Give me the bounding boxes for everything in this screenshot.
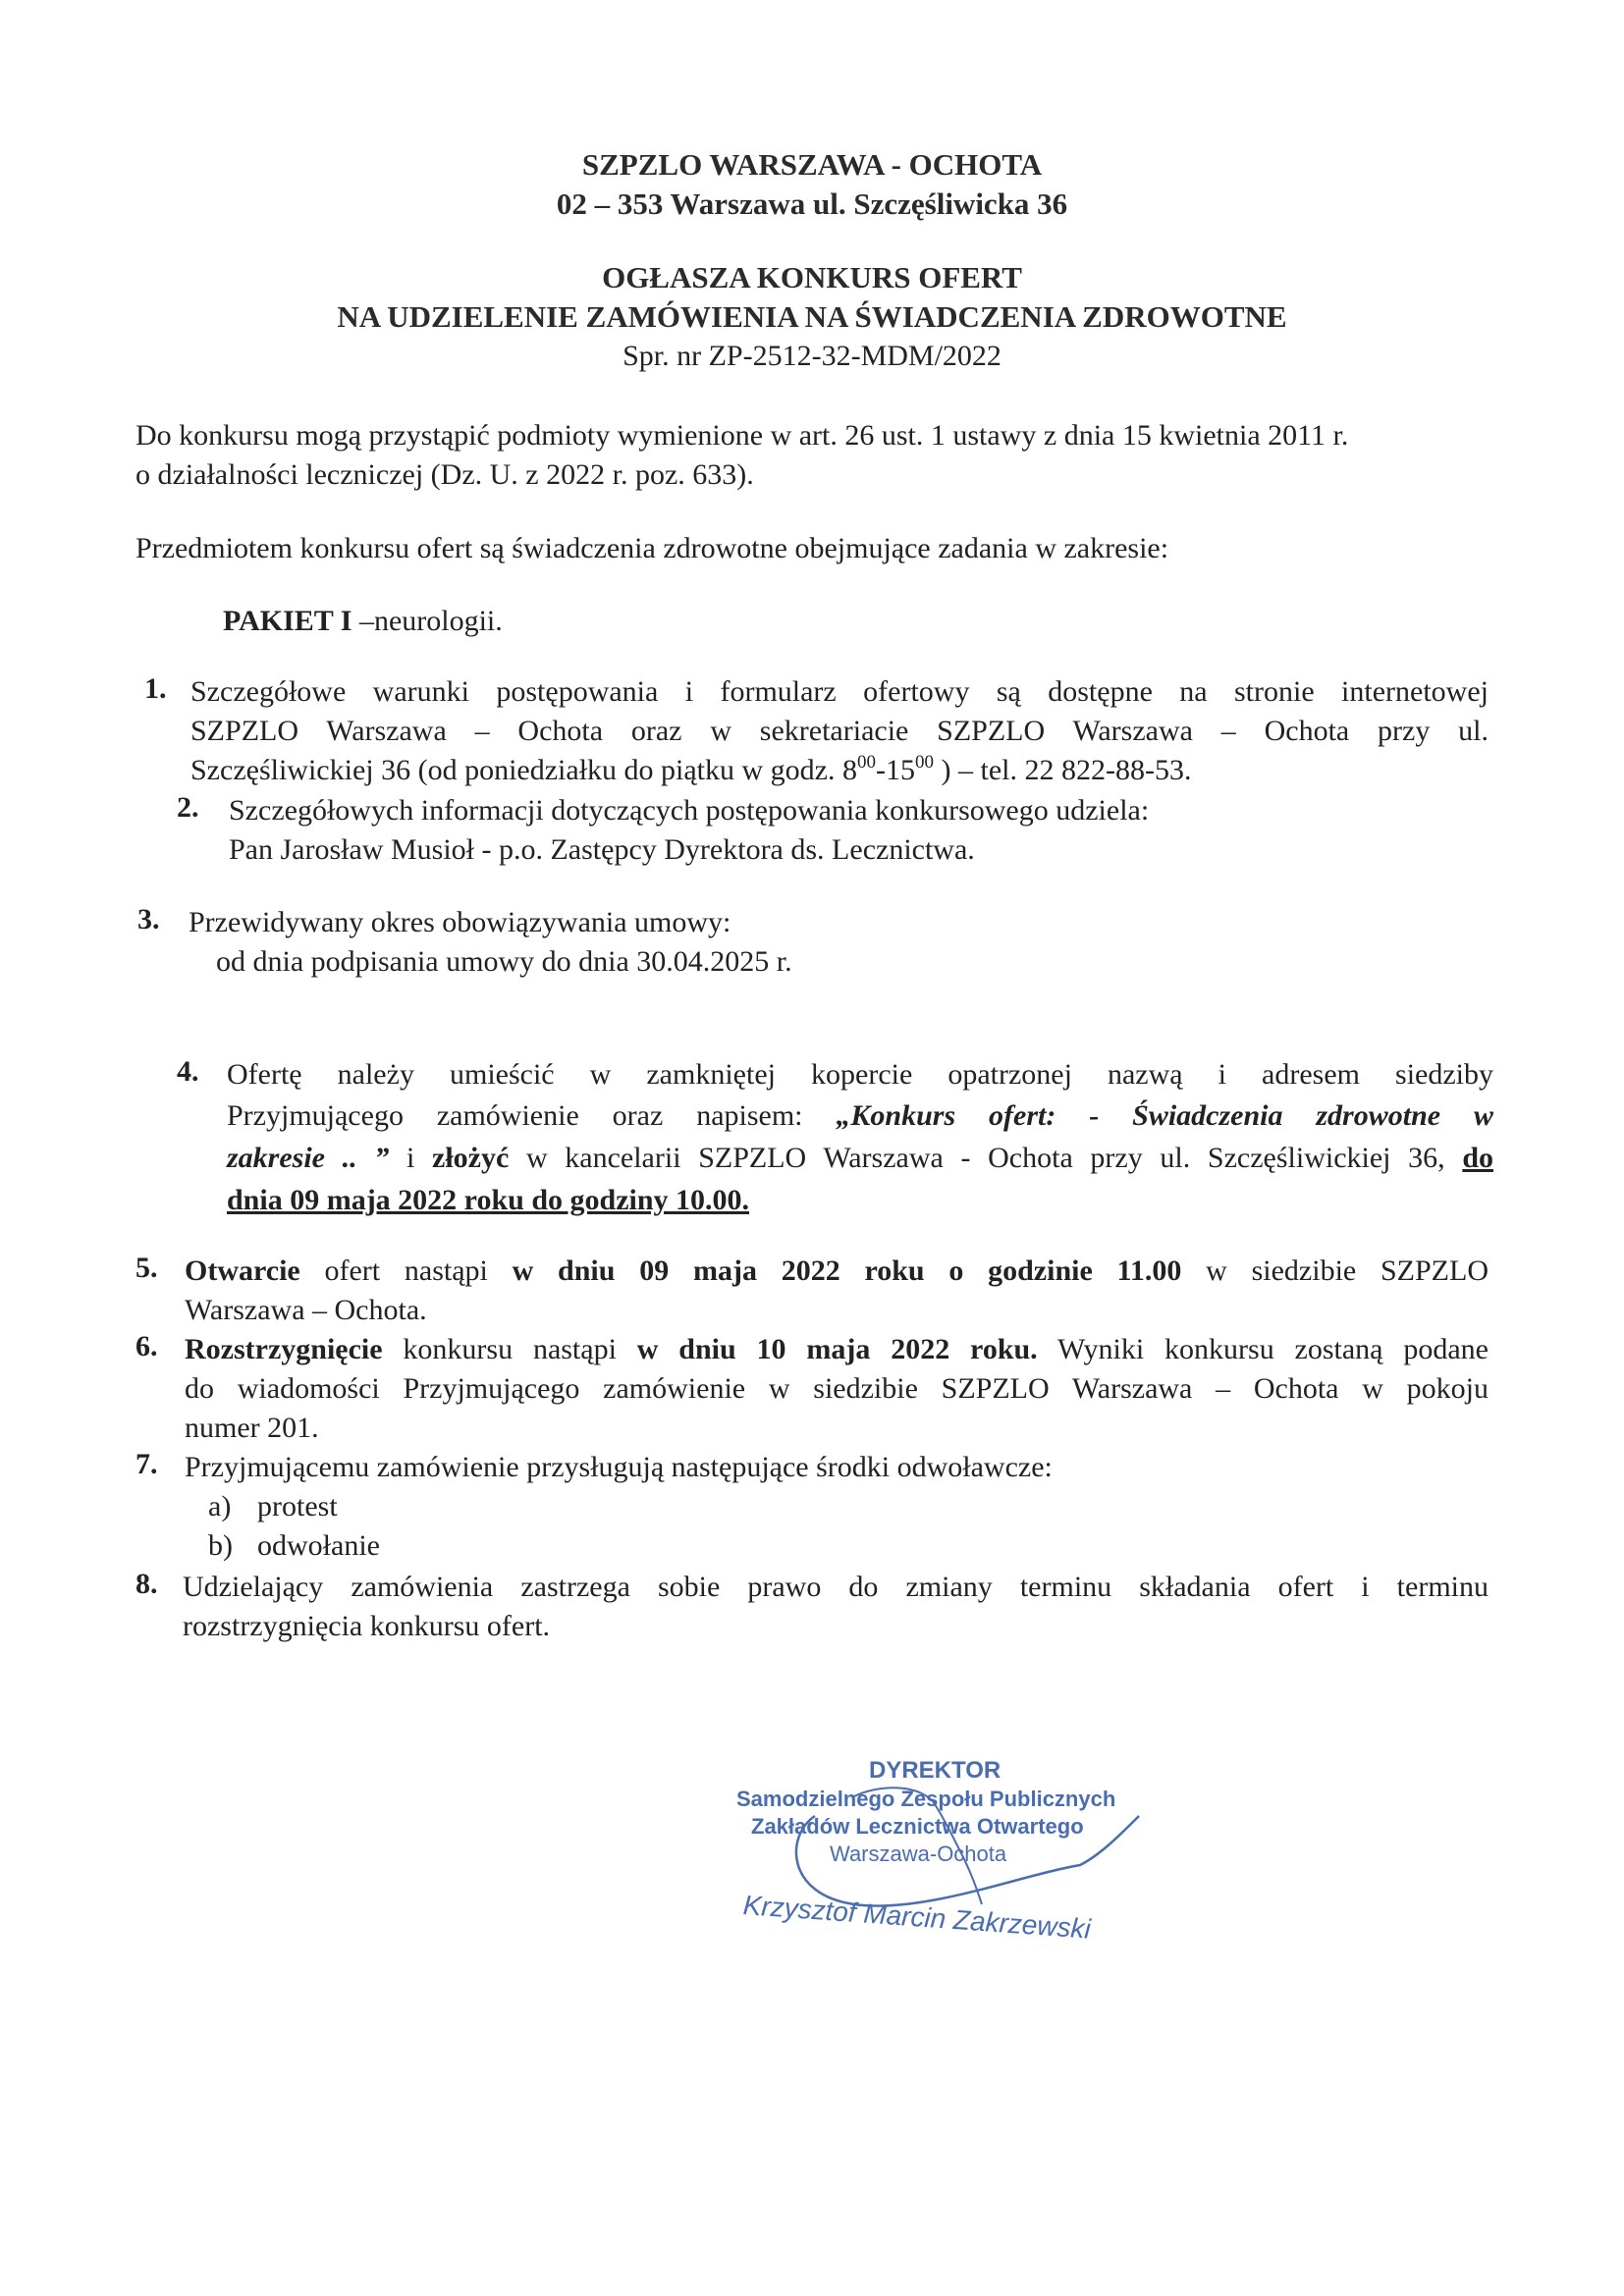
item-1-hours-sup-end: 00 bbox=[915, 752, 934, 773]
item-1-hours-mid: -15 bbox=[876, 754, 915, 786]
stamp-title: DYREKTOR bbox=[869, 1757, 1001, 1784]
item-4-line-2 bbox=[227, 1096, 1493, 1136]
item-1-phone: ) – tel. 22 822-88-53. bbox=[934, 754, 1192, 786]
item-5-line-2: Warszawa – Ochota. bbox=[185, 1294, 427, 1326]
item-4-label-end: zakresie .. ” bbox=[227, 1142, 390, 1174]
item-4-text: Przyjmującego zamówienie oraz napisem: bbox=[227, 1099, 837, 1132]
intro-line-1: Do konkursu mogą przystąpić podmioty wymienione w art. 26 ust. 1 ustawy z dnia 15 kwietnia 2011 r. bbox=[135, 419, 1349, 452]
item-7b-marker: b) bbox=[208, 1529, 233, 1562]
item-2-line-1: Szczegółowych informacji dotyczących postępowania konkursowego udziela: bbox=[229, 794, 1150, 827]
subject-line: Przedmiotem konkursu ofert są świadczenia zdrowotne obejmujące zadania w zakresie: bbox=[135, 532, 1169, 564]
director-stamp bbox=[727, 1757, 1198, 1944]
item-number-4: 4. bbox=[177, 1055, 199, 1088]
package-label: PAKIET I bbox=[223, 605, 352, 637]
item-number-2: 2. bbox=[177, 791, 199, 824]
item-5-text: ofert nastąpi bbox=[299, 1255, 513, 1287]
item-6-resolution-label: Rozstrzygnięcie bbox=[185, 1333, 383, 1365]
item-4-line-3 bbox=[227, 1139, 1493, 1178]
item-5-opening-label: Otwarcie bbox=[185, 1255, 300, 1287]
item-4-deadline: dnia 09 maja 2022 roku do godziny 10.00. bbox=[227, 1184, 750, 1216]
item-7b-text: odwołanie bbox=[257, 1529, 380, 1562]
org-name: SZPZLO WARSZAWA - OCHOTA bbox=[581, 147, 1043, 182]
package-scope: –neurologii. bbox=[352, 605, 503, 637]
item-number-7: 7. bbox=[135, 1448, 158, 1480]
item-6-text: konkursu nastąpi bbox=[382, 1333, 637, 1365]
item-7a-marker: a) bbox=[208, 1490, 232, 1522]
intro-line-2: o działalności leczniczej (Dz. U. z 2022 r. poz. 633). bbox=[135, 458, 754, 491]
item-1-line-2: SZPZLO Warszawa – Ochota oraz w sekretariacie SZPZLO Warszawa – Ochota przy ul. bbox=[190, 715, 1489, 747]
item-5-line-1 bbox=[185, 1252, 1489, 1291]
item-6-resolution-date: w dniu 10 maja 2022 roku. bbox=[636, 1333, 1038, 1365]
item-7-line-1: Przyjmującemu zamówienie przysługują następujące środki odwoławcze: bbox=[185, 1451, 1053, 1483]
announcement-title: OGŁASZA KONKURS OFERT bbox=[602, 260, 1022, 294]
item-number-5: 5. bbox=[135, 1252, 158, 1284]
item-5-opening-date: w dniu 09 maja 2022 roku o godzinie 11.00 bbox=[512, 1255, 1182, 1287]
item-4-deadline-start: do bbox=[1462, 1142, 1494, 1174]
announcement-subtitle: NA UDZIELENIE ZAMÓWIENIA NA ŚWIADCZENIA ZDROWOTNE bbox=[337, 299, 1287, 334]
item-4-label-start: „Konkurs ofert: - Świadczenia zdrowotne w bbox=[836, 1099, 1493, 1132]
stamp-line-2: Zakładów Lecznictwa Otwartego bbox=[751, 1814, 1084, 1839]
item-4-office: w kancelarii SZPZLO Warszawa - Ochota przy ul. Szczęśliwickiej 36, bbox=[509, 1142, 1463, 1174]
package-line bbox=[223, 602, 1008, 641]
item-7a-text: protest bbox=[257, 1490, 338, 1522]
item-4-conj: i bbox=[389, 1142, 432, 1174]
stamp-line-3: Warszawa-Ochota bbox=[830, 1842, 1007, 1866]
item-number-8: 8. bbox=[135, 1568, 158, 1600]
item-number-3: 3. bbox=[137, 903, 160, 935]
item-4-line-1: Ofertę należy umieścić w zamkniętej kopercie opatrzonej nazwą i adresem siedziby bbox=[227, 1058, 1493, 1091]
org-address: 02 – 353 Warszawa ul. Szczęśliwicka 36 bbox=[556, 187, 1068, 221]
item-6-line-2: do wiadomości Przyjmującego zamówienie w siedzibie SZPZLO Warszawa – Ochota w pokoju bbox=[185, 1372, 1489, 1405]
item-4-line-4 bbox=[227, 1181, 1493, 1220]
item-1-line-3 bbox=[190, 751, 1489, 794]
item-2-line-2: Pan Jarosław Musioł - p.o. Zastępcy Dyrektora ds. Lecznictwa. bbox=[229, 833, 975, 866]
item-3-line-1: Przewidywany okres obowiązywania umowy: bbox=[189, 906, 731, 938]
item-8-line-1: Udzielający zamówienia zastrzega sobie prawo do zmiany terminu składania ofert i terminu bbox=[183, 1571, 1489, 1603]
item-6-results: Wyniki konkursu zostaną podane bbox=[1037, 1333, 1489, 1365]
item-1-line-1: Szczegółowe warunki postępowania i formularz ofertowy są dostępne na stronie internetowej bbox=[190, 675, 1489, 708]
item-6-line-3: numer 201. bbox=[185, 1412, 319, 1444]
item-5-place: w siedzibie SZPZLO bbox=[1181, 1255, 1489, 1287]
item-1-hours-text: Szczęśliwickiej 36 (od poniedziałku do piątku w godz. 8 bbox=[190, 754, 857, 786]
case-number: Spr. nr ZP-2512-32-MDM/2022 bbox=[623, 340, 1001, 372]
item-1-hours-sup-start: 00 bbox=[857, 752, 876, 773]
item-8-line-2: rozstrzygnięcia konkursu ofert. bbox=[183, 1610, 551, 1642]
item-4-submit-verb: złożyć bbox=[432, 1142, 510, 1174]
item-number-6: 6. bbox=[135, 1330, 158, 1362]
director-name: Krzysztof Marcin Zakrzewski bbox=[741, 1890, 1092, 1945]
item-number-1: 1. bbox=[144, 672, 167, 705]
item-3-line-2: od dnia podpisania umowy do dnia 30.04.2025 r. bbox=[216, 945, 792, 978]
stamp-line-1: Samodzielnego Zespołu Publicznych bbox=[736, 1787, 1116, 1811]
item-6-line-1 bbox=[185, 1330, 1489, 1369]
